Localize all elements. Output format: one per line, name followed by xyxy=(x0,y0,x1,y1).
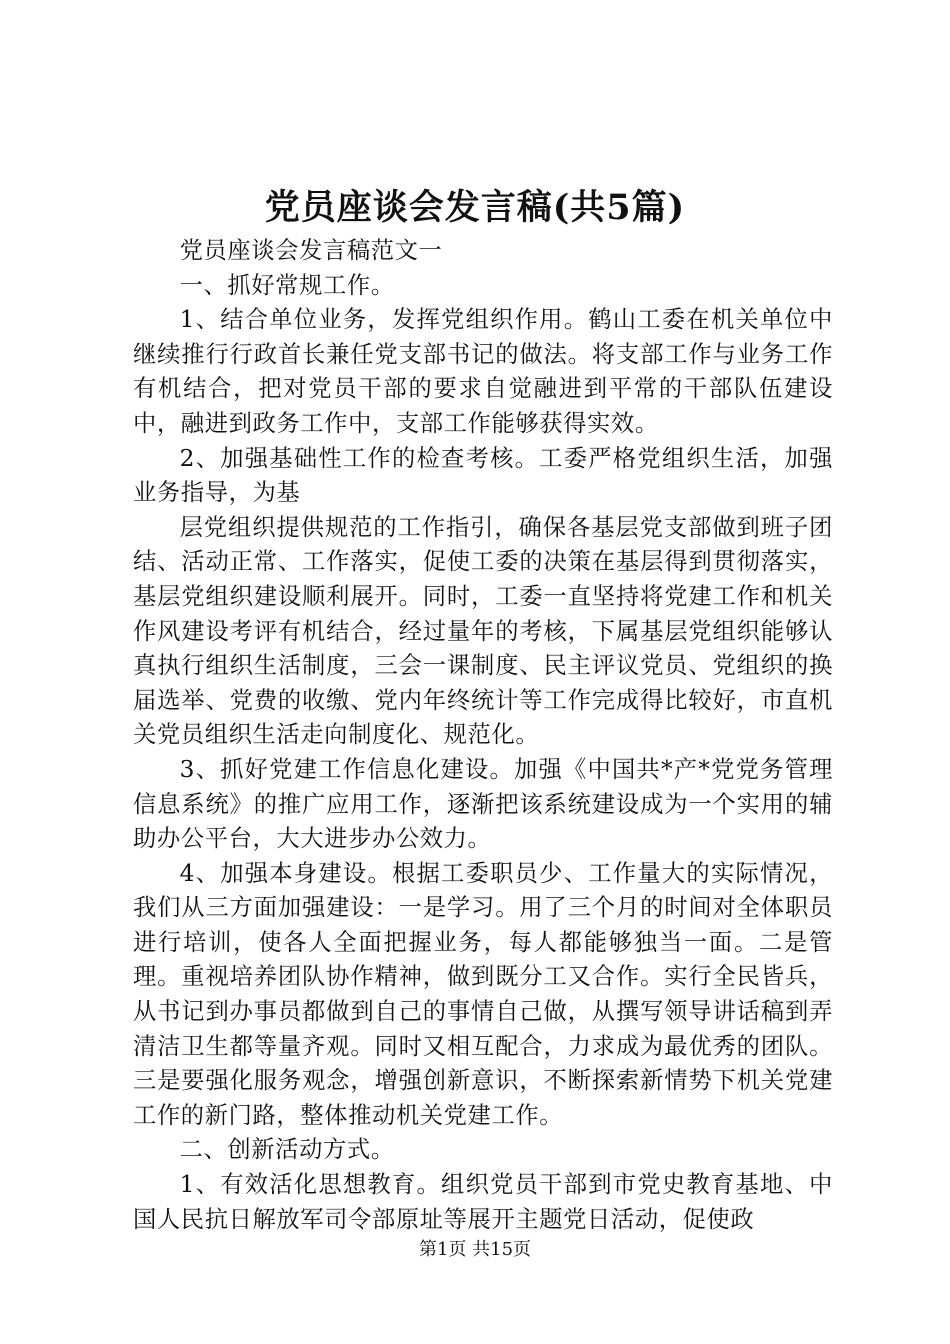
document-title: 党员座谈会发言稿(共5篇) xyxy=(264,187,686,228)
body-paragraph: 层党组织提供规范的工作指引，确保各基层党支部做到班子团结、活动正常、工作落实，促使工委的决策在基层得到贯彻落实，基层党组织建设顺利展开。同时，工委一直坚持将党建工作和机关作风建设考评有机结合，经过量年的考核，下属基层党组织能够认真执行组织生活制度，三会一课制度、民主评议党员、党组织的换届选举、党费的收缴、党内年终统计等工作完成得比较好，市直机关党员组织生活走向制度化、规范化。 xyxy=(133,513,833,749)
subsection-heading: 一、抓好常规工作。 xyxy=(179,271,395,299)
section-heading: 党员座谈会发言稿范文一 xyxy=(179,237,443,264)
body-paragraph: 1、结合单位业务，发挥党组织作用。鹤山工委在机关单位中继续推行行政首长兼任党支部书记的做法。将支部工作与业务工作有机结合，把对党员干部的要求自觉融进到平常的干部队伍建设中，融进到政务工作中，支部工作能够获得实效。 xyxy=(133,306,833,437)
body-paragraph: 1、有效活化思想教育。组织党员干部到市党史教育基地、中国人民抗日解放军司令部原址等展开主题党日活动，促使政 xyxy=(133,1171,833,1233)
body-paragraph: 2、加强基础性工作的检查考核。工委严格党组织生活，加强业务指导，为基 xyxy=(133,444,833,507)
document-body xyxy=(133,234,833,1237)
body-paragraph: 3、抓好党建工作信息化建设。加强《中国共*产*党党务管理信息系统》的推广应用工作，逐渐把该系统建设成为一个实用的辅助办公平台，大大进步办公效力。 xyxy=(133,755,833,853)
page-number: 第1页 共15页 xyxy=(418,1239,532,1260)
body-paragraph: 4、加强本身建设。根据工委职员少、工作量大的实际情况，我们从三方面加强建设：一是学习。用了三个月的时间对全体职员进行培训，使各人全面把握业务，每人都能够独当一面。二是管理。重视培养团队协作精神，做到既分工又合作。实行全民皆兵，从书记到办事员都做到自己的事情自己做，从撰写领导讲话稿到弄清洁卫生都等量齐观。同时又相互配合，力求成为最优秀的团队。三是要强化服务观念，增强创新意识，不断探索新情势下机关党建工作的新门路，整体推动机关党建工作。 xyxy=(133,859,833,1129)
subsection-heading: 二、创新活动方式。 xyxy=(179,1136,395,1164)
